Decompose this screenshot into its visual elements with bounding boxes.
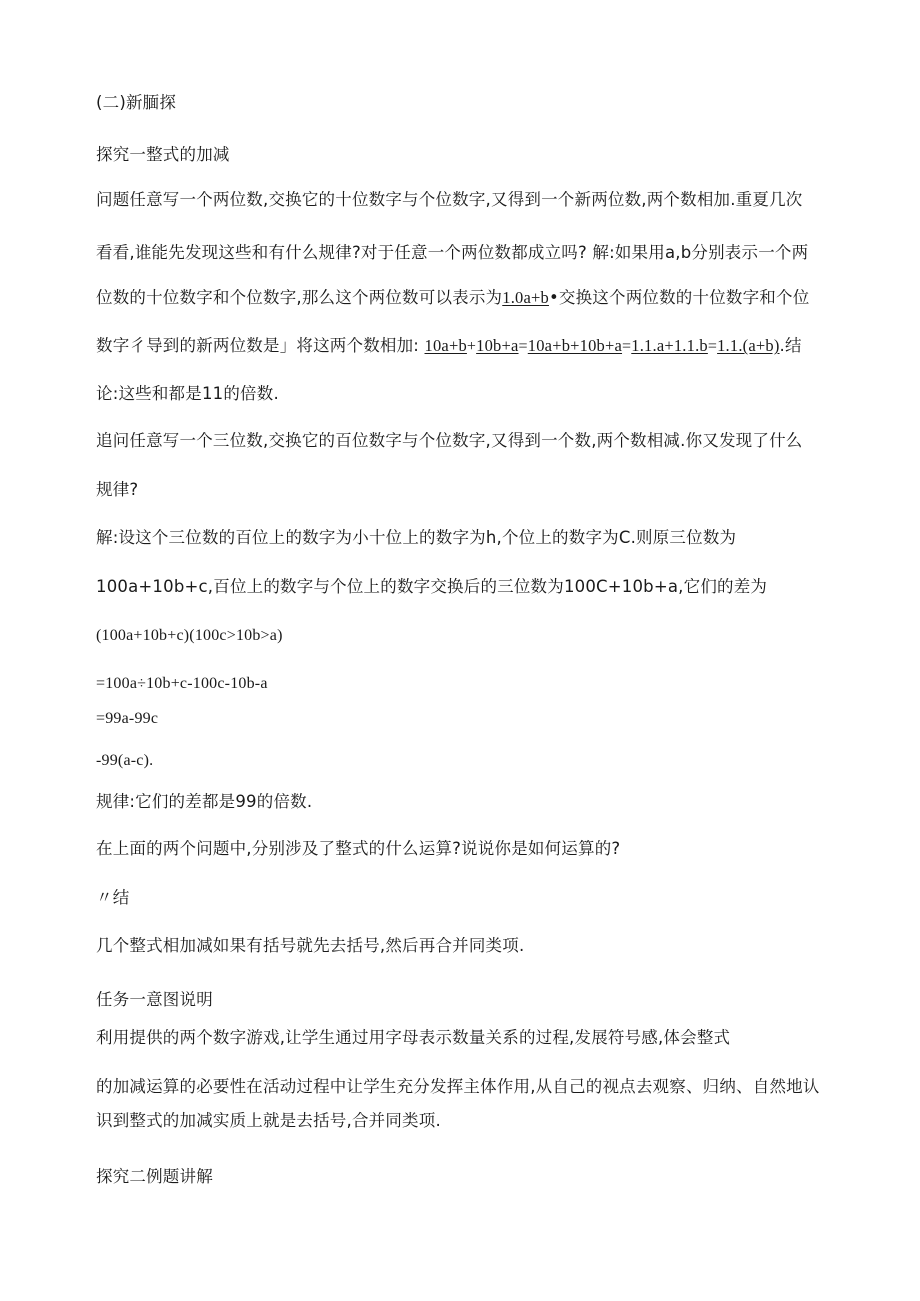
problem1-conclusion: 论:这些和都是11的倍数.: [96, 384, 279, 403]
expr-eq-3: =: [707, 338, 718, 355]
problem1-line2: 看看,谁能先发现这些和有什么规律?对于任意一个两位数都成立吗? 解:如果用a,b分别表示一个两: [96, 243, 809, 262]
summary-text: 几个整式相加减如果有括号就先去括号,然后再合并同类项.: [96, 936, 525, 955]
task-title: 任务一意图说明: [96, 990, 213, 1009]
expr-term-1: 10a+b: [424, 336, 467, 355]
task-line2: 的加减运算的必要性在活动过程中让学生充分发挥主体作用,从自己的视点去观察、归纳、自然地认: [96, 1077, 820, 1096]
expr-collected: 1.1.a+1.1.b: [631, 336, 708, 355]
solution-eq4: -99(a-c).: [96, 752, 154, 769]
expr-eq-1: =: [518, 338, 528, 355]
solution-line2: 100a+10b+c,百位上的数字与个位上的数字交换后的三位数为100C+10b+a,它们的差为: [96, 577, 768, 596]
explore1-title: 探究一整式的加减: [96, 145, 230, 164]
problem1-line4-tail: .结: [779, 336, 802, 355]
problem1-line4-text: 数字彳导到的新两位数是」将这两个数相加:: [96, 336, 420, 355]
task-line1: 利用提供的两个数字游戏,让学生通过用字母表示数量关系的过程,发展符号感,体会整式: [96, 1028, 731, 1047]
problem1-line3-text-a: 位数的十位数字和个位数字,那么这个两位数可以表示为: [96, 288, 503, 307]
expr-plus: +: [466, 338, 477, 355]
problem1-line3: [96, 287, 809, 309]
problem1-line1: 问题任意写一个两位数,交换它的十位数字与个位数字,又得到一个新两位数,两个数相加.重夏几次: [96, 190, 803, 209]
expr-term-2: 10b+a: [476, 336, 519, 355]
solution-eq2: =100a÷10b+c-100c-10b-a: [96, 675, 268, 692]
solution-eq3: =99a-99c: [96, 710, 159, 727]
expr-eq-2: =: [622, 338, 632, 355]
problem1-line3-expression: 1.0a+b: [502, 288, 549, 307]
followup-line2: 规律?: [96, 480, 139, 499]
task-line3: 识到整式的加减实质上就是去括号,合并同类项.: [96, 1111, 441, 1130]
solution-line1: 解:设这个三位数的百位上的数字为小十位上的数字为h,个位上的数字为C.则原三位数为: [96, 528, 737, 547]
problem1-line4: [96, 335, 802, 358]
summary-heading: 〃结: [96, 888, 130, 907]
solution-eq1: (100a+10b+c)(100c>10b>a): [96, 627, 283, 644]
explore2-title: 探究二例题讲解: [96, 1167, 213, 1186]
solution-rule: 规律:它们的差都是99的倍数.: [96, 792, 313, 811]
expr-factored: 1.1.(a+b): [717, 336, 780, 355]
expr-sum: 10a+b+10b+a: [527, 336, 623, 355]
section-title: (二)新腼探: [96, 93, 177, 112]
problem1-line3-text-b: •交换这个两位数的十位数字和个位: [548, 288, 810, 307]
question2: 在上面的两个问题中,分别涉及了整式的什么运算?说说你是如何运算的?: [96, 839, 621, 858]
followup-line1: 追问任意写一个三位数,交换它的百位数字与个位数字,又得到一个数,两个数相减.你又发现了什么: [96, 431, 803, 450]
